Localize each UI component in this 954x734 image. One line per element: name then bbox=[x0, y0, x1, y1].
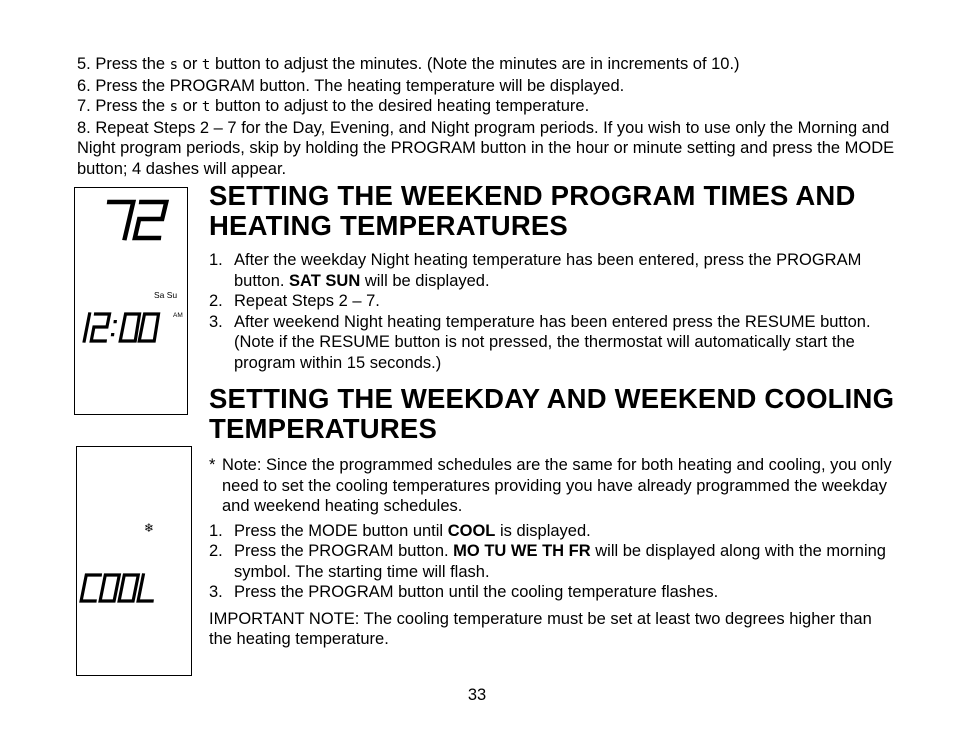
list-item: 3. Press the PROGRAM button until the cooling temperature flashes. bbox=[209, 583, 719, 601]
thermostat-display-weekend bbox=[74, 187, 188, 415]
step-list bbox=[209, 250, 899, 373]
lcd-day-indicator: Sa Su bbox=[154, 290, 178, 300]
important-note: IMPORTANT NOTE: The cooling temperature must be set at least two degrees higher than the heating temperature. bbox=[209, 609, 872, 648]
list-item: 2. Repeat Steps 2 – 7. bbox=[209, 292, 380, 310]
down-arrow-glyph: t bbox=[201, 99, 211, 115]
up-arrow-glyph: s bbox=[169, 57, 179, 73]
list-item: 1. After the weekday Night heating temperature has been entered, press the PROGRAM button. SAT SUN will be displayed. bbox=[209, 251, 862, 290]
list-item: 2. Press the PROGRAM button. MO TU WE TH FR will be displayed along with the morning symbol. The starting time will flash. bbox=[209, 542, 886, 581]
section-heading: SETTING THE WEEKEND PROGRAM TIMES AND HEATING TEMPERATURES bbox=[209, 180, 856, 241]
step-7: 7. Press the s or t button to adjust to the desired heating temperature. bbox=[77, 97, 590, 115]
section-heading: SETTING THE WEEKDAY AND WEEKEND COOLING TEMPERATURES bbox=[209, 383, 895, 444]
down-arrow-glyph: t bbox=[201, 57, 211, 73]
section-cooling bbox=[209, 384, 899, 650]
note-paragraph: * Note: Since the programmed schedules are the same for both heating and cooling, you only need to set the cooling temperatures providing you have already programmed the weekday and weekend heating schedules. bbox=[209, 456, 892, 515]
snowflake-icon: ❄ bbox=[144, 521, 155, 535]
page-number: 33 bbox=[467, 686, 487, 704]
thermostat-display-cool bbox=[76, 446, 192, 676]
lcd-digits-72-1200 bbox=[75, 188, 187, 414]
lcd-word-cool bbox=[77, 447, 191, 675]
lcd-am-indicator: AM bbox=[173, 312, 183, 319]
section-weekend-heating bbox=[209, 181, 899, 373]
step-6: 6. Press the PROGRAM button. The heating temperature will be displayed. bbox=[77, 76, 625, 95]
up-arrow-glyph: s bbox=[169, 99, 179, 115]
intro-steps bbox=[77, 54, 907, 179]
list-item: 1. Press the MODE button until COOL is displayed. bbox=[209, 521, 591, 540]
step-5: 5. Press the s or t button to adjust the minutes. (Note the minutes are in increments of 10.) bbox=[77, 55, 740, 73]
step-8: 8. Repeat Steps 2 – 7 for the Day, Evening, and Night program periods. If you wish to use only the Morning and Night program periods, skip by holding the PROGRAM button in the hour or minute setting and press the MODE button; 4 dashes will appear. bbox=[77, 118, 895, 178]
list-item: 3. After weekend Night heating temperature has been entered press the RESUME button. (Note if the RESUME button is not pressed, the thermostat will automatically start the program within 15 seconds.) bbox=[209, 312, 871, 372]
step-list bbox=[209, 521, 899, 603]
